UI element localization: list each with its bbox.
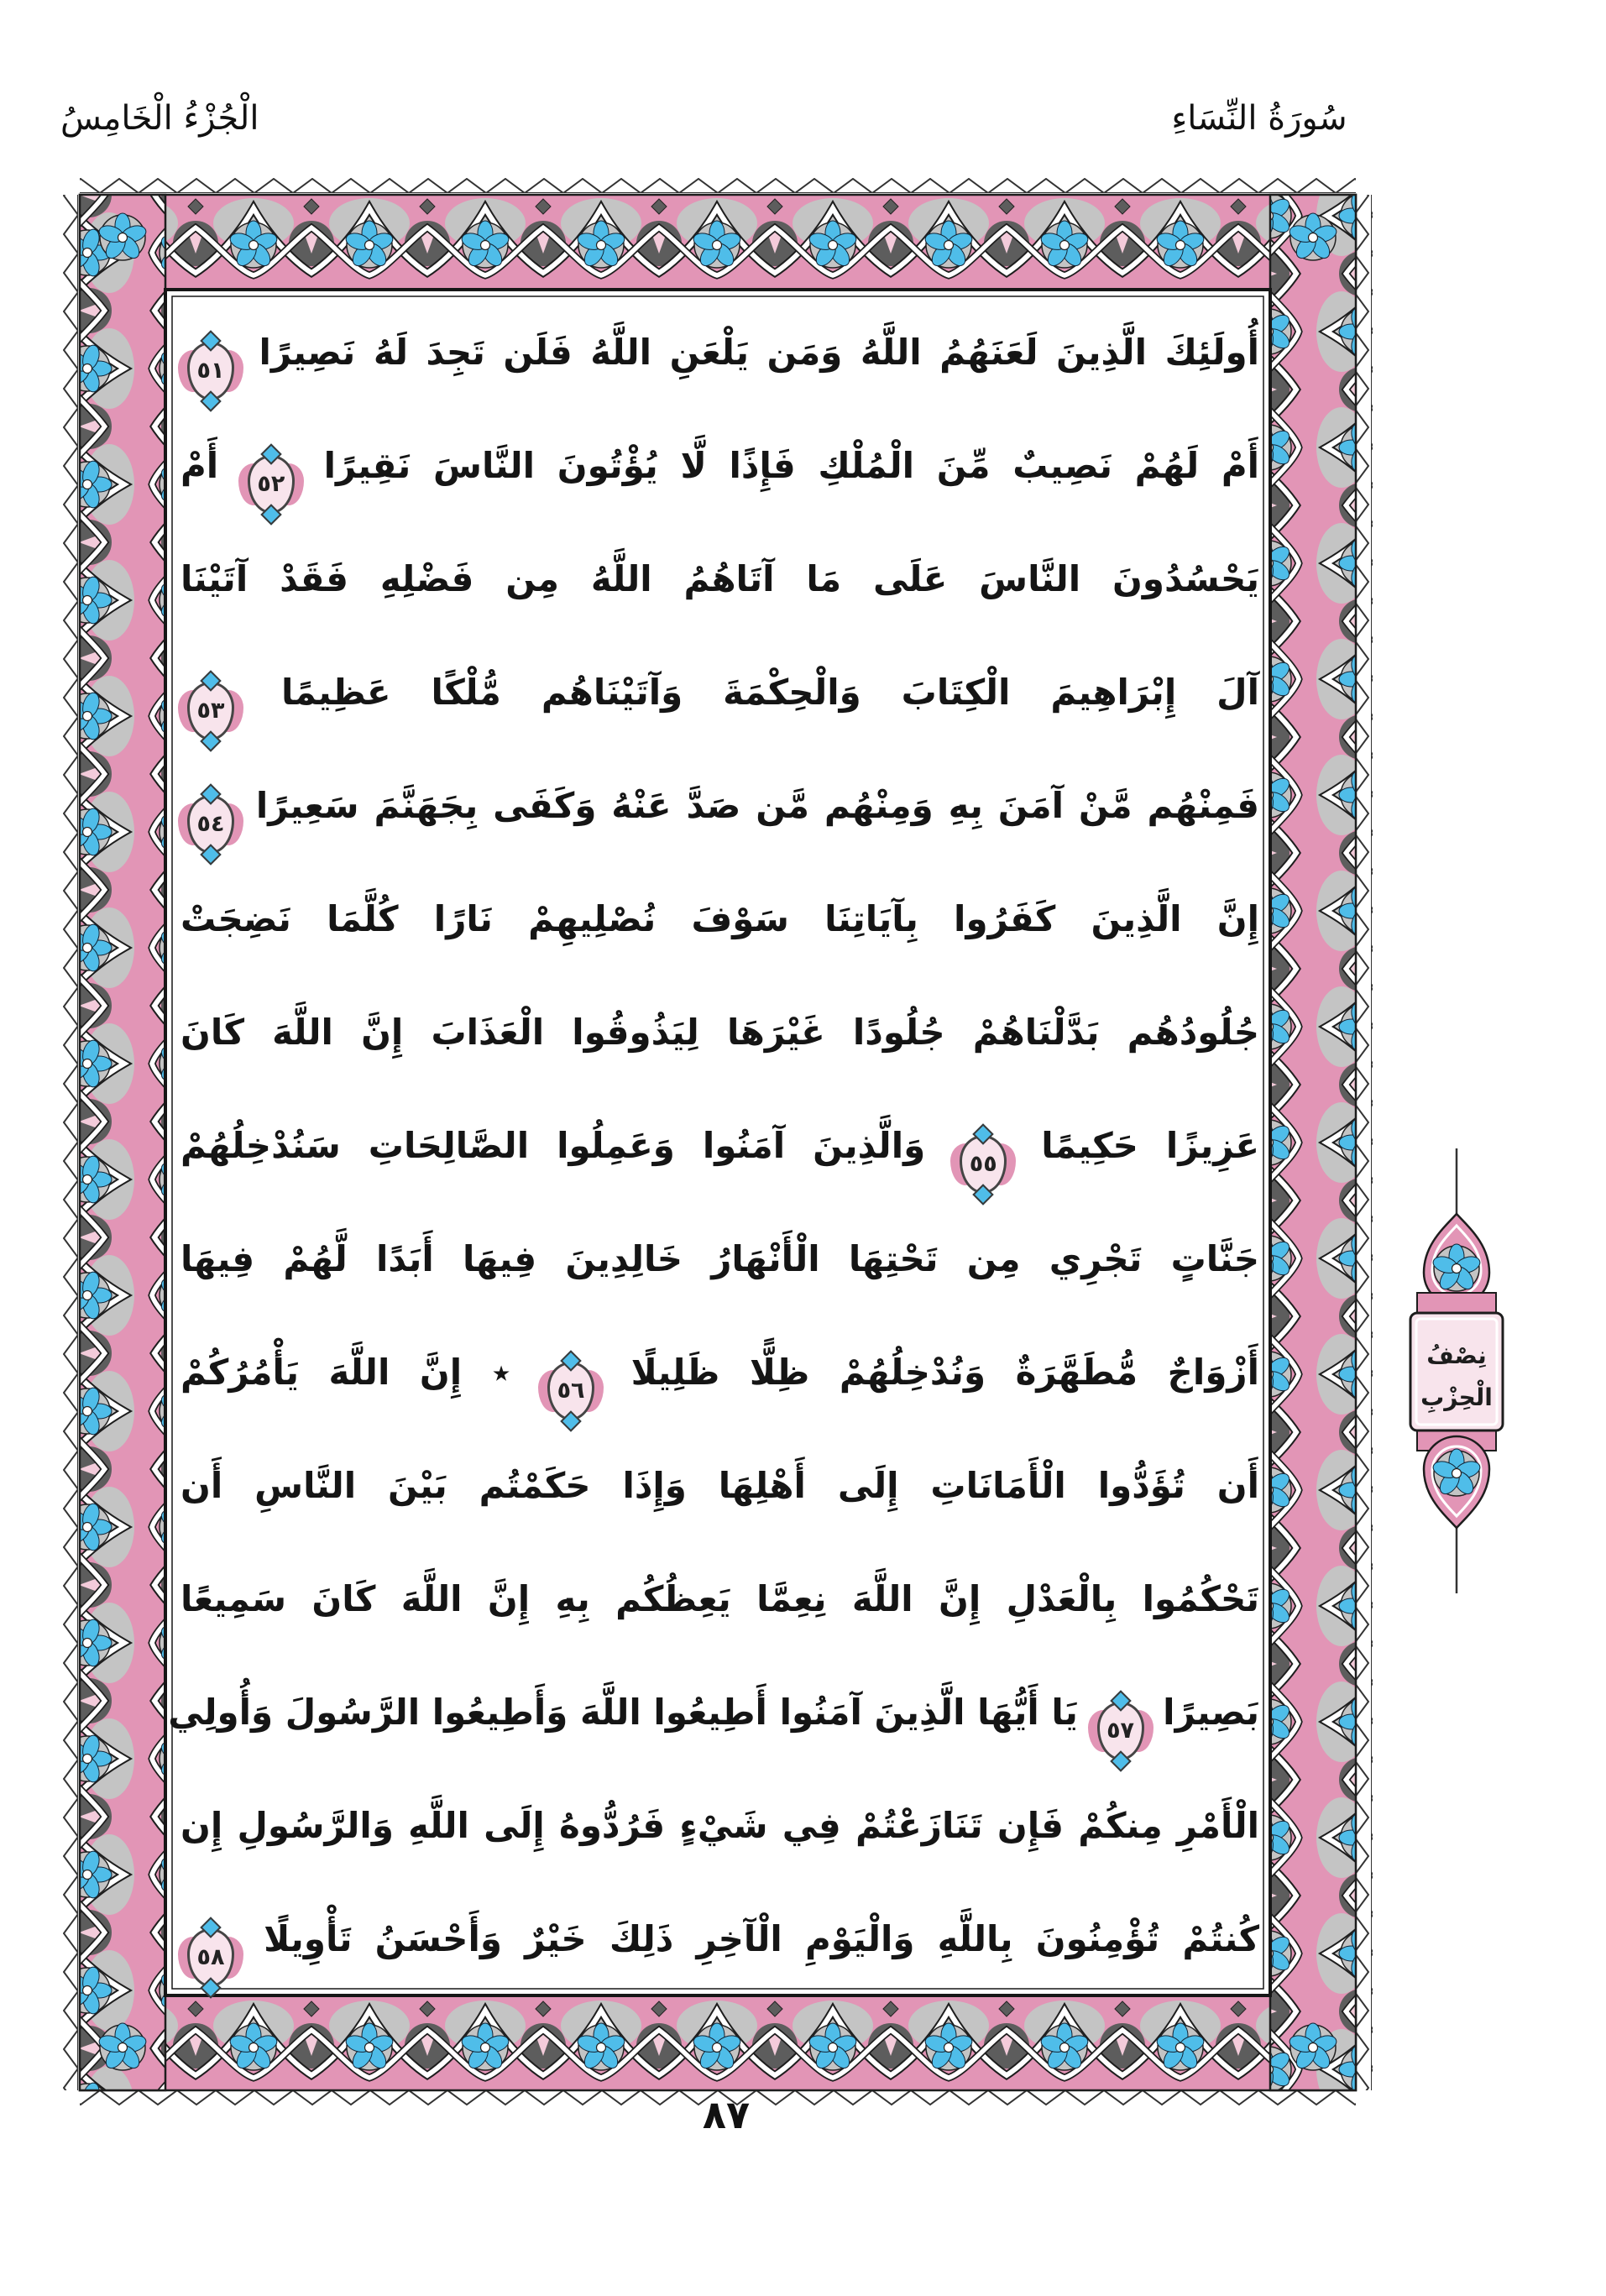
page-number: ٨٧ — [702, 2092, 751, 2137]
quran-text: وَالَّذِينَ آمَنُوا وَعَمِلُوا الصَّالِحَاتِ سَنُدْخِلُهُمْ — [180, 1125, 926, 1166]
quran-line — [180, 975, 1259, 1089]
quran-text: أَمْ — [180, 445, 219, 486]
quran-text: يَحْسُدُونَ النَّاسَ عَلَى مَا آتَاهُمُ اللَّهُ مِن فَضْلِهِ فَقَدْ آتَيْنَا — [180, 558, 1259, 599]
verse-end-marker: ٥٢ — [248, 455, 295, 514]
quran-line — [180, 1315, 1259, 1429]
quran-text: كُنتُمْ تُؤْمِنُونَ بِاللَّهِ وَالْيَوْمِ الْآخِرِ ذَلِكَ خَيْرٌ وَأَحْسَنُ تَأْوِيلًا — [264, 1918, 1259, 1959]
quran-text: عَزِيزًا حَكِيمًا — [1041, 1125, 1260, 1166]
quran-line — [180, 1542, 1259, 1655]
verse-end-marker: ٥٤ — [187, 795, 234, 854]
quran-text: آلَ إِبْرَاهِيمَ الْكِتَابَ وَالْحِكْمَةَ وَآتَيْنَاهُم مُّلْكًا عَظِيمًا — [280, 672, 1259, 713]
quran-text: ٭ إِنَّ اللَّهَ يَأْمُرُكُمْ — [180, 1352, 511, 1393]
verse-end-marker: ٥٨ — [187, 1928, 234, 1987]
quran-line — [180, 1429, 1259, 1542]
nisf-hizb-marker — [1400, 1148, 1513, 1593]
quran-line — [180, 862, 1259, 975]
quran-line — [168, 1655, 1259, 1769]
quran-text: أُولَئِكَ الَّذِينَ لَعَنَهُمُ اللَّهُ وَمَن يَلْعَنِ اللَّهُ فَلَن تَجِدَ لَهُ نَصِيرًا — [259, 332, 1259, 373]
quran-line — [180, 1089, 1259, 1202]
quran-line — [180, 1202, 1259, 1315]
quran-text: أَمْ لَهُمْ نَصِيبٌ مِّنَ الْمُلْكِ فَإِذًا لَّا يُؤْتُونَ النَّاسَ نَقِيرًا — [323, 445, 1260, 486]
quran-text: فَمِنْهُم مَّنْ آمَنَ بِهِ وَمِنْهُم مَّن صَدَّ عَنْهُ وَكَفَى بِجَهَنَّمَ سَعِيرًا — [255, 785, 1260, 826]
quran-text: أَن تُؤَدُّوا الْأَمَانَاتِ إِلَى أَهْلِهَا وَإِذَا حَكَمْتُم بَيْنَ النَّاسِ أَن — [180, 1465, 1259, 1506]
quran-lines — [168, 295, 1260, 1995]
quran-line — [180, 1769, 1259, 1882]
juz-title: الْجُزْءُ الْخَامِسُ — [60, 99, 259, 138]
surah-title: سُورَةُ النِّسَاءِ — [1171, 99, 1347, 138]
quran-text: جَنَّاتٍ تَجْرِي مِن تَحْتِهَا الْأَنْهَارُ خَالِدِينَ فِيهَا أَبَدًا لَّهُمْ فِيهَا — [180, 1238, 1259, 1279]
quran-line — [180, 1882, 1259, 1995]
quran-text: يَا أَيُّهَا الَّذِينَ آمَنُوا أَطِيعُوا اللَّهَ وَأَطِيعُوا الرَّسُولَ وَأُولِي — [168, 1692, 1078, 1733]
quran-text: أَزْوَاجٌ مُّطَهَّرَةٌ وَنُدْخِلُهُمْ ظِلًّا ظَلِيلًا — [630, 1352, 1260, 1393]
quran-line — [180, 635, 1259, 749]
quran-text: جُلُودُهُم بَدَّلْنَاهُمْ جُلُودًا غَيْرَهَا لِيَذُوقُوا الْعَذَابَ إِنَّ اللَّهَ كَانَ — [180, 1012, 1259, 1053]
quran-text: بَصِيرًا — [1163, 1692, 1259, 1733]
quran-line — [180, 749, 1259, 862]
verse-end-marker: ٥٣ — [187, 682, 234, 740]
verse-end-marker: ٥١ — [187, 342, 234, 400]
hizb-label-line1: نِصْفُ — [1426, 1342, 1487, 1369]
quran-line — [180, 522, 1259, 635]
quran-text: الْأَمْرِ مِنكُمْ فَإِن تَنَازَعْتُمْ فِي شَيْءٍ فَرُدُّوهُ إِلَى اللَّهِ وَالرَّسُولِ إِن — [180, 1805, 1259, 1846]
hizb-label-line2: الْحِزْبِ — [1420, 1383, 1493, 1411]
verse-end-marker: ٥٧ — [1097, 1702, 1144, 1760]
quran-line — [180, 409, 1259, 522]
quran-line — [180, 295, 1259, 409]
quran-text: تَحْكُمُوا بِالْعَدْلِ إِنَّ اللَّهَ نِعِمَّا يَعِظُكُم بِهِ إِنَّ اللَّهَ كَانَ سَمِيعًا — [180, 1578, 1259, 1619]
verse-end-marker: ٥٥ — [960, 1135, 1007, 1194]
verse-end-marker: ٥٦ — [547, 1362, 594, 1420]
quran-text: إِنَّ الَّذِينَ كَفَرُوا بِآيَاتِنَا سَوْفَ نُصْلِيهِمْ نَارًا كُلَّمَا نَضِجَتْ — [180, 898, 1259, 939]
